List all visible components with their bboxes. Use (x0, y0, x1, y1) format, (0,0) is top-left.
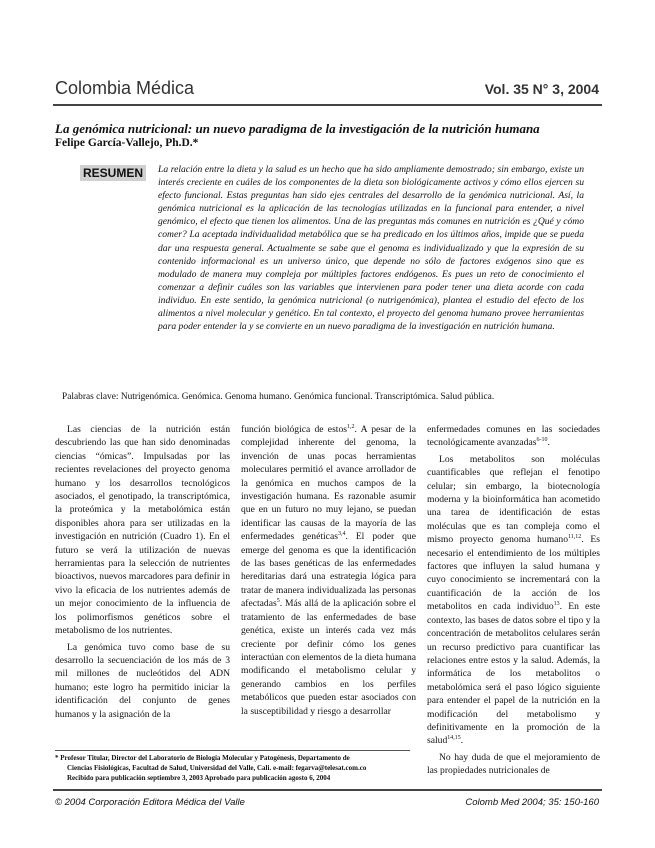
abstract-label: RESUMEN (80, 165, 146, 181)
footnote-line: Ciencias Fisiológicas, Facultad de Salud, Universidad del Valle, Cali. e-mail: fegarva@telesat.com.co (67, 764, 367, 773)
volume-info: Vol. 35 N° 3, 2004 (484, 81, 599, 97)
footer-rule (53, 789, 602, 791)
body-column-2 (241, 423, 416, 745)
article-title: La genómica nutricional: un nuevo paradigma de la investigación de la nutrición humana (55, 121, 540, 136)
reference-marker: 11,12 (568, 534, 582, 541)
journal-name: Colombia Médica (55, 78, 195, 98)
citation: Colomb Med 2004; 35: 150-160 (465, 797, 599, 808)
reference-marker: 1,2 (347, 423, 355, 430)
footnote-rule (55, 750, 410, 751)
abstract-text: La relación entre la dieta y la salud es un hecho que ha sido ampliamente demostrado; sin embargo, existe un interés creciente en cuáles de los componentes de la dieta son biológicamente activos y cómo ellos ejercen su efecto funcional. Estas preguntas han sido ejes centrales del desarrollo de la genómica nutricional. Así, la genómica nutricional es la aplicación de las tecnologías utilizadas en la funcional para entender, a nivel genómico, el efecto que tienen los alimentos. Una de las preguntas más comunes en nutrición es ¿Qué y cómo comer? La aceptada individualidad metabólica que se ha predicado en los últimos años, impide que se pueda dar una respuesta general. Actualmente se sabe que el genoma es individualizado y que la expresión de su contenido informacional es un universo único, que depende no sólo de factores exógenos sino que es modulado de manera muy compleja por múltiples factores endógenos. Es pues un reto de conocimiento el comenzar a definir cuáles son las variables que intervienen para poder tener una dieta acorde con cada individuo. En este sentido, la genómica nutricional (o nutrigenómica), plantea el estudio del efecto de los alimentos a nivel molecular y genético. En tal contexto, el proyecto del genoma humano provee herramientas para poder entender la y se convierte en un nuevo paradigma de la investigación en nutrición humana. (158, 164, 584, 333)
paragraph: enfermedades comunes en las sociedades tecnológicamente avanzadas$^{6-10}$. (427, 424, 600, 449)
article-author: Felipe García-Vallejo, Ph.D.* (55, 137, 199, 149)
paragraph: Los metabolitos son moléculas cuantificables que reflejan el fenotipo celular; sin embargo, la biotecnología moderna y la bioinformática han acometido una tarea de identificación de estas moléculas que es tan compleja como el mismo proyecto genoma humano$^{11,12}$. Es necesario el entendimiento de los múltiples factores que influyen la salud humana y cuyo conocimiento se incrementará con la cuantificación de la acción de los metabolitos en cada individuo$^{13}$. En este contexto, las bases de datos sobre el tipo y la concentración de metabolitos celulares serán un recurso predictivo para cuantificar las relaciones entre estos y la salud. Además, la informática de los metabolitos o metabolómica será el paso lógico siguiente para entender el papel de la nutrición en la modificación del metabolismo y definitivamente en la promoción de la salud$^{14,15}$. (427, 453, 600, 747)
keywords: Palabras clave: Nutrigenómica. Genómica. Genoma humano. Genómica funcional. Transcriptómica. Salud pública. (62, 392, 495, 402)
footnote-line: * Profesor Titular, Director del Laboratorio de Biología Molecular y Patogénesis, Departamento de (55, 754, 350, 762)
reference-marker: 3,4 (337, 531, 346, 538)
header-rule (53, 104, 602, 106)
reference-marker: 5 (276, 598, 280, 605)
body-column-1 (55, 423, 230, 745)
copyright: © 2004 Corporación Editora Médica del Valle (55, 797, 245, 808)
footnote (55, 753, 420, 784)
body-column-3 (427, 423, 600, 823)
paragraph: función biológica de estos$^{1,2}$. A pesar de la complejidad inherente del genoma, la invención de unas pocas herramientas moleculares permitió el avance arrollador de la genómica en muchos campos de la investigación humana. Es razonable asumir que en un futuro no muy lejano, se puedan identificar las causas de la mayoría de las enfermedades genéticas$^{3,4}$. El poder que emerge del genoma es que la identificación de las bases genéticas de las enfermedades hereditarias dará una estrategia lógica para tratar de manera individualizada las personas afectadas$^5$. Más allá de la aplicación sobre el tratamiento de las enfermedades de base genética, existe un interés cada vez más creciente por definir cómo los genes interactúan con elementos de la dieta humana modificando el metabolismo celular y generando cambios en los perfiles metabólicos que pueden estar asociados con la susceptibilidad y riesgo a desarrollar (241, 423, 416, 717)
reference-marker: 13 (553, 601, 560, 608)
footnote-line: Recibido para publicación septiembre 3, 2003 Aprobado para publicación agosto 6, 2004 (67, 774, 331, 783)
paragraph: La genómica tuvo como base de su desarrollo la secuenciación de los más de 3 mil millones de nucleótidos del ADN humano; este logro ha permitido iniciar la identificación del conjunto de genes humanos y la asignación de la (55, 641, 230, 720)
reference-marker: 6-10 (536, 437, 548, 444)
reference-marker: 14,15 (447, 735, 461, 742)
paragraph: No hay duda de que el mejoramiento de las propiedades nutricionales de (427, 751, 600, 777)
paragraph: Las ciencias de la nutrición están descubriendo las que han sido denominadas ciencias “ómicas”. Impulsadas por las recientes revelaciones del proyecto genoma humano y los desarrollos tecnológicos asociados, el genotipado, la transcriptómica, la proteómica y la metabolómica están disponibles ahora para ser utilizadas en la investigación en nutrición (Cuadro 1). En el futuro se verá la utilización de nuevas herramientas para la selección de nutrientes bioactivos, nuevos marcadores para definir in vivo la eficacia de los nutrientes además de un mejor conocimiento de la influencia de los polimorfismos genéticos sobre el metabolismo de los nutrientes. (55, 424, 230, 637)
